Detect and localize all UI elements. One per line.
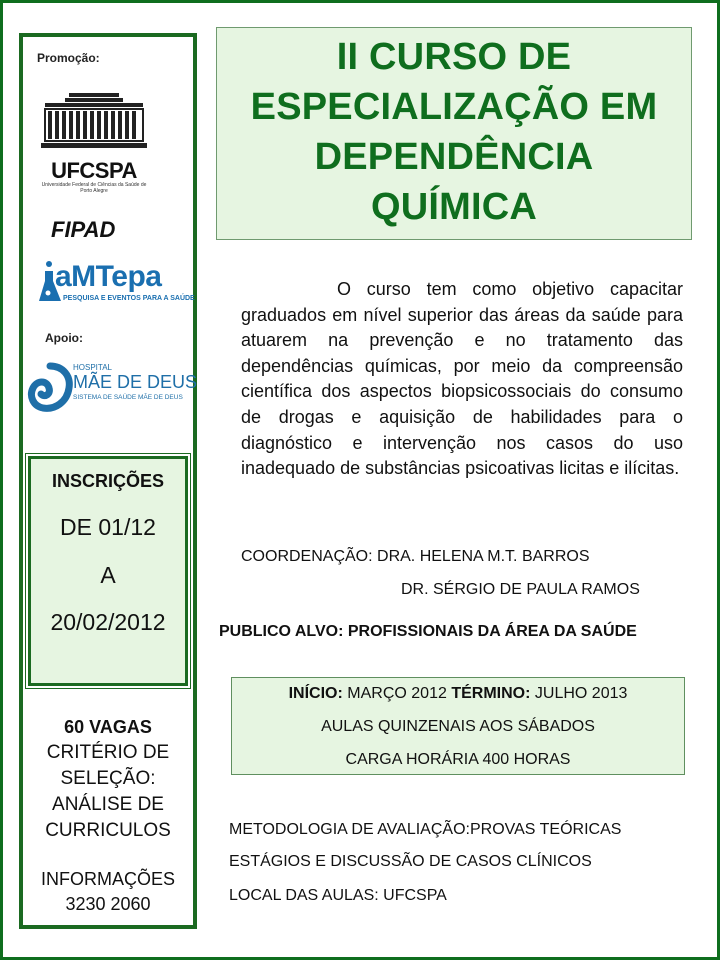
hospital-top: HOSPITAL — [73, 363, 112, 372]
ufcspa-building-icon — [39, 91, 149, 155]
course-description — [241, 277, 683, 482]
termino-label: TÉRMINO: — [451, 685, 531, 702]
telefone: 3230 2060 — [65, 894, 151, 914]
estagios: ESTÁGIOS E DISCUSSÃO DE CASOS CLÍNICOS — [229, 853, 592, 870]
metodologia: METODOLOGIA DE AVALIAÇÃO:PROVAS TEÓRICAS — [229, 821, 622, 838]
ufcspa-logo — [39, 91, 149, 197]
dates-row — [232, 685, 684, 703]
criterio-line-4: CURRICULOS — [45, 820, 171, 841]
amtepa-name: aMTepa — [55, 260, 162, 293]
criterio-line-1: CRITÉRIO DE — [46, 742, 170, 763]
amtepa-subtitle: PESQUISA E EVENTOS PARA A SAÚDE — [63, 295, 195, 302]
inicio-label: INÍCIO: — [288, 685, 343, 702]
ufcspa-subtitle: Universidade Federal de Ciências da Saúde de Porto Alegre — [41, 182, 147, 194]
inscricoes-from: DE 01/12 — [60, 514, 156, 540]
carga-horaria: CARGA HORÁRIA 400 HORAS — [345, 751, 571, 768]
local-aulas: LOCAL DAS AULAS: UFCSPA — [229, 887, 447, 904]
promocao-label: Promoção: — [37, 51, 100, 65]
informacoes-label: INFORMAÇÕES — [40, 869, 175, 889]
hospital-subtitle: SISTEMA DE SAÚDE MÃE DE DEUS — [73, 394, 183, 401]
dates-box — [231, 677, 685, 775]
vagas: 60 VAGAS — [64, 717, 152, 737]
aulas-info: AULAS QUINZENAIS AOS SÁBADOS — [321, 718, 595, 735]
publico-alvo: PUBLICO ALVO: PROFISSIONAIS DA ÁREA DA SAÚDE — [219, 623, 637, 640]
sidebar — [19, 33, 197, 929]
hospital-mae-de-deus-logo — [27, 360, 198, 416]
inicio-value: MARÇO 2012 — [347, 685, 447, 702]
inscricoes-box — [28, 456, 188, 686]
hospital-name: MÃE DE DEUS — [73, 372, 198, 392]
amtepa-logo — [37, 259, 195, 309]
title-box — [216, 27, 692, 240]
title-line-4: QUÍMICA — [370, 186, 538, 228]
fipad-logo: FIPAD — [51, 217, 116, 242]
course-description-text: O curso tem como objetivo capacitar graduados em nível superior das áreas da saúde para atuarem na prevenção e no tratamento das dependências químicas, por meio da compreensão científica dos aspectos biopsicossociais do consumo de drogas e aquisição de habilidades para o diagnóstico e intervenção nos casos do uso inadequado de substâncias psicoativas licitas e ilícitas. — [241, 279, 683, 479]
title-line-2: ESPECIALIZAÇÃO EM — [250, 86, 658, 128]
criterio-line-3: ANÁLISE DE — [52, 794, 164, 815]
inscricoes-to: 20/02/2012 — [50, 609, 166, 635]
termino-value: JULHO 2013 — [534, 685, 628, 702]
title-line-1: II CURSO DE — [336, 36, 572, 78]
inscricoes-title: INSCRIÇÕES — [51, 471, 165, 491]
coordenacao-line-2: DR. SÉRGIO DE PAULA RAMOS — [401, 581, 640, 598]
inscricoes-separator: A — [100, 562, 116, 588]
coordenacao-line-1: COORDENAÇÃO: DRA. HELENA M.T. BARROS — [241, 548, 590, 565]
ufcspa-name: UFCSPA — [51, 158, 137, 183]
apoio-label: Apoio: — [45, 331, 83, 345]
hospital-emblem-icon — [27, 362, 73, 412]
title-line-3: DEPENDÊNCIA — [314, 136, 594, 178]
criterio-line-2: SELEÇÃO: — [60, 768, 156, 789]
